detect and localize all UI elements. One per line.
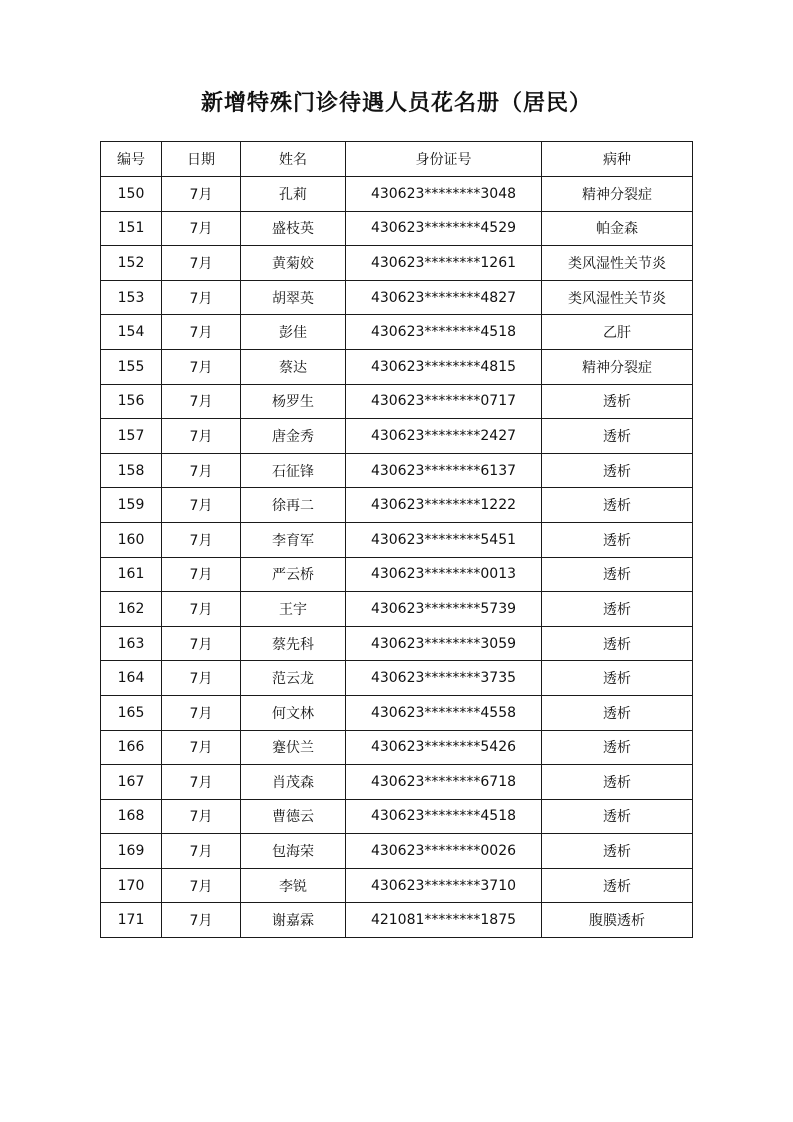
cell-date: 7月 [162, 765, 241, 800]
table-row [101, 453, 693, 488]
cell-date: 7月 [162, 315, 241, 350]
cell-id-number: 430623********3710 [346, 868, 542, 903]
cell-number: 169 [101, 834, 162, 869]
cell-disease: 透析 [542, 695, 693, 730]
table-row [101, 730, 693, 765]
cell-disease: 透析 [542, 522, 693, 557]
cell-number: 168 [101, 799, 162, 834]
cell-name: 曹德云 [241, 799, 346, 834]
cell-date: 7月 [162, 211, 241, 246]
cell-number: 171 [101, 903, 162, 938]
cell-disease: 类风湿性关节炎 [542, 280, 693, 315]
cell-date: 7月 [162, 903, 241, 938]
table-row [101, 661, 693, 696]
header-id-number: 身份证号 [346, 142, 542, 177]
cell-disease: 乙肝 [542, 315, 693, 350]
table-row [101, 799, 693, 834]
cell-id-number: 421081********1875 [346, 903, 542, 938]
cell-number: 161 [101, 557, 162, 592]
cell-id-number: 430623********2427 [346, 419, 542, 454]
table-row [101, 349, 693, 384]
table-row [101, 695, 693, 730]
cell-id-number: 430623********4815 [346, 349, 542, 384]
cell-id-number: 430623********4827 [346, 280, 542, 315]
header-date: 日期 [162, 142, 241, 177]
cell-id-number: 430623********6137 [346, 453, 542, 488]
cell-number: 154 [101, 315, 162, 350]
cell-number: 164 [101, 661, 162, 696]
cell-date: 7月 [162, 834, 241, 869]
cell-disease: 透析 [542, 626, 693, 661]
cell-disease: 透析 [542, 661, 693, 696]
cell-date: 7月 [162, 349, 241, 384]
table-row [101, 903, 693, 938]
header-disease: 病种 [542, 142, 693, 177]
table-row [101, 177, 693, 212]
cell-date: 7月 [162, 522, 241, 557]
cell-disease: 帕金森 [542, 211, 693, 246]
cell-date: 7月 [162, 592, 241, 627]
cell-disease: 透析 [542, 868, 693, 903]
cell-name: 李锐 [241, 868, 346, 903]
cell-disease: 透析 [542, 834, 693, 869]
table-header-row [101, 142, 693, 177]
cell-name: 盛枝英 [241, 211, 346, 246]
cell-id-number: 430623********5451 [346, 522, 542, 557]
cell-name: 孔莉 [241, 177, 346, 212]
cell-name: 肖茂森 [241, 765, 346, 800]
cell-id-number: 430623********4518 [346, 799, 542, 834]
table-row [101, 246, 693, 281]
cell-id-number: 430623********0026 [346, 834, 542, 869]
cell-number: 150 [101, 177, 162, 212]
cell-id-number: 430623********1261 [346, 246, 542, 281]
cell-disease: 腹膜透析 [542, 903, 693, 938]
cell-disease: 透析 [542, 765, 693, 800]
table-row [101, 592, 693, 627]
cell-name: 蔡先科 [241, 626, 346, 661]
cell-number: 156 [101, 384, 162, 419]
cell-disease: 透析 [542, 592, 693, 627]
cell-disease: 透析 [542, 419, 693, 454]
header-name: 姓名 [241, 142, 346, 177]
table-row [101, 557, 693, 592]
cell-date: 7月 [162, 384, 241, 419]
cell-id-number: 430623********3048 [346, 177, 542, 212]
cell-number: 162 [101, 592, 162, 627]
table-row [101, 280, 693, 315]
cell-id-number: 430623********6718 [346, 765, 542, 800]
cell-date: 7月 [162, 799, 241, 834]
cell-disease: 透析 [542, 557, 693, 592]
cell-name: 彭佳 [241, 315, 346, 350]
cell-name: 蹇伏兰 [241, 730, 346, 765]
cell-name: 石征锋 [241, 453, 346, 488]
cell-date: 7月 [162, 246, 241, 281]
cell-id-number: 430623********3059 [346, 626, 542, 661]
cell-disease: 类风湿性关节炎 [542, 246, 693, 281]
cell-date: 7月 [162, 557, 241, 592]
page-title: 新增特殊门诊待遇人员花名册（居民） [200, 90, 592, 116]
cell-date: 7月 [162, 661, 241, 696]
cell-name: 杨罗生 [241, 384, 346, 419]
cell-disease: 精神分裂症 [542, 177, 693, 212]
table-row [101, 626, 693, 661]
cell-name: 李育军 [241, 522, 346, 557]
table-row [101, 522, 693, 557]
cell-id-number: 430623********5739 [346, 592, 542, 627]
cell-number: 170 [101, 868, 162, 903]
cell-number: 158 [101, 453, 162, 488]
cell-date: 7月 [162, 626, 241, 661]
cell-id-number: 430623********4558 [346, 695, 542, 730]
cell-number: 153 [101, 280, 162, 315]
cell-date: 7月 [162, 419, 241, 454]
cell-date: 7月 [162, 868, 241, 903]
cell-name: 徐再二 [241, 488, 346, 523]
header-number: 编号 [101, 142, 162, 177]
cell-id-number: 430623********4518 [346, 315, 542, 350]
table-row [101, 765, 693, 800]
cell-id-number: 430623********5426 [346, 730, 542, 765]
cell-number: 159 [101, 488, 162, 523]
cell-disease: 透析 [542, 799, 693, 834]
cell-date: 7月 [162, 488, 241, 523]
cell-name: 包海荣 [241, 834, 346, 869]
cell-number: 166 [101, 730, 162, 765]
table-row [101, 834, 693, 869]
cell-number: 160 [101, 522, 162, 557]
cell-name: 王宇 [241, 592, 346, 627]
cell-name: 蔡达 [241, 349, 346, 384]
cell-date: 7月 [162, 177, 241, 212]
cell-number: 157 [101, 419, 162, 454]
cell-disease: 透析 [542, 384, 693, 419]
cell-id-number: 430623********1222 [346, 488, 542, 523]
table-body [101, 177, 693, 938]
table-row [101, 384, 693, 419]
table-row [101, 419, 693, 454]
table-row [101, 315, 693, 350]
cell-disease: 透析 [542, 730, 693, 765]
table-row [101, 211, 693, 246]
cell-disease: 透析 [542, 453, 693, 488]
roster-table [100, 141, 693, 938]
cell-id-number: 430623********0013 [346, 557, 542, 592]
cell-name: 胡翠英 [241, 280, 346, 315]
table-row [101, 868, 693, 903]
cell-number: 155 [101, 349, 162, 384]
cell-name: 黄菊姣 [241, 246, 346, 281]
cell-date: 7月 [162, 695, 241, 730]
cell-date: 7月 [162, 453, 241, 488]
cell-name: 唐金秀 [241, 419, 346, 454]
cell-id-number: 430623********0717 [346, 384, 542, 419]
cell-name: 何文林 [241, 695, 346, 730]
cell-name: 范云龙 [241, 661, 346, 696]
cell-id-number: 430623********4529 [346, 211, 542, 246]
cell-date: 7月 [162, 730, 241, 765]
cell-number: 163 [101, 626, 162, 661]
cell-id-number: 430623********3735 [346, 661, 542, 696]
cell-name: 谢嘉霖 [241, 903, 346, 938]
cell-disease: 透析 [542, 488, 693, 523]
cell-number: 151 [101, 211, 162, 246]
table-row [101, 488, 693, 523]
cell-number: 165 [101, 695, 162, 730]
cell-number: 167 [101, 765, 162, 800]
cell-name: 严云桥 [241, 557, 346, 592]
cell-disease: 精神分裂症 [542, 349, 693, 384]
cell-number: 152 [101, 246, 162, 281]
cell-date: 7月 [162, 280, 241, 315]
